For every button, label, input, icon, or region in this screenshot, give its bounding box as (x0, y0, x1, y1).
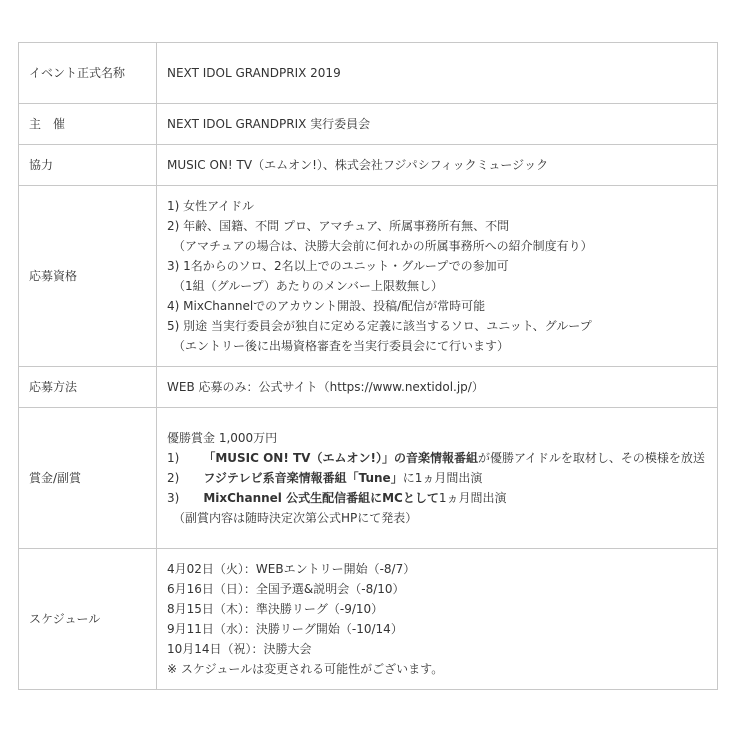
row-label-official-name: イベント正式名称 (19, 43, 157, 104)
table-row-cooperation (19, 145, 718, 186)
eligibility-line: （アマチュアの場合は、決勝大会前に何れかの所属事務所への紹介制度有り） (173, 239, 593, 253)
row-label-cooperation: 協力 (19, 145, 157, 186)
event-info-table (18, 42, 718, 690)
prize-item-number: 3) (167, 491, 180, 505)
row-label-eligibility: 応募資格 (19, 186, 157, 367)
schedule-line: 6月16日（日）：全国予選&説明会（-8/10） (167, 582, 405, 596)
prize-item-3 (167, 488, 707, 508)
row-label-schedule: スケジュール (19, 549, 157, 690)
prize-item-bold: フジテレビ系音楽情報番組「Tune」 (203, 471, 403, 485)
prize-item-bold: 「MUSIC ON! TV（エムオン!）」の音楽情報番組 (203, 451, 478, 465)
schedule-line: 9月11日（水）：決勝リーグ開始（-10/14） (167, 622, 403, 636)
eligibility-line: 4) MixChannelでのアカウント開設、投稿/配信が常時可能 (167, 299, 486, 313)
table-row-official-name (19, 43, 718, 104)
prize-item-rest: 1ヵ月間出演 (438, 491, 507, 505)
prize-item-2 (167, 468, 707, 488)
eligibility-line: 1) 女性アイドル (167, 199, 255, 213)
row-value-eligibility (157, 186, 718, 367)
table-row-organizer (19, 104, 718, 145)
prize-item-rest: が優勝アイドルを取材し、その模様を放送 (477, 451, 705, 465)
prize-item-number: 2) (167, 471, 180, 485)
prize-note: （副賞内容は随時決定次第公式HPにて発表） (173, 511, 418, 525)
eligibility-line: （1組（グループ）あたりのメンバー上限数無し） (173, 279, 443, 293)
prize-item-1 (167, 448, 707, 468)
prize-item-bold: MixChannel 公式生配信番組にMCとして (203, 491, 439, 505)
table-row-prizes (19, 408, 718, 549)
row-label-organizer: 主 催 (19, 104, 157, 145)
table-row-schedule (19, 549, 718, 690)
eligibility-line: （エントリー後に出場資格審査を当実行委員会にて行います） (173, 339, 510, 353)
table-row-application (19, 367, 718, 408)
eligibility-line: 5) 別途 当実行委員会が独自に定める定義に該当するソロ、ユニット、グループ (167, 319, 592, 333)
row-value-organizer: NEXT IDOL GRANDPRIX 実行委員会 (157, 104, 718, 145)
row-value-cooperation: MUSIC ON! TV（エムオン!）、株式会社フジパシフィックミュージック (157, 145, 718, 186)
row-value-official-name: NEXT IDOL GRANDPRIX 2019 (157, 43, 718, 104)
eligibility-line: 2) 年齢、国籍、不問 プロ、アマチュア、所属事務所有無、不問 (167, 219, 510, 233)
row-value-prizes (157, 408, 718, 549)
row-value-schedule (157, 549, 718, 690)
table-row-eligibility (19, 186, 718, 367)
row-label-application: 応募方法 (19, 367, 157, 408)
schedule-line: 4月02日（火）：WEBエントリー開始（-8/7） (167, 562, 416, 576)
prize-amount: 優勝賞金 1,000万円 (167, 431, 278, 445)
schedule-note: ※ スケジュールは変更される可能性がございます。 (167, 662, 444, 676)
schedule-line: 10月14日（祝）：決勝大会 (167, 642, 312, 656)
row-label-prizes: 賞金/副賞 (19, 408, 157, 549)
prize-item-rest: に1ヵ月間出演 (402, 471, 483, 485)
eligibility-line: 3) 1名からのソロ、2名以上でのユニット・グループでの参加可 (167, 259, 509, 273)
row-value-application: WEB 応募のみ：公式サイト（https://www.nextidol.jp/） (157, 367, 718, 408)
prize-item-number: 1) (167, 451, 180, 465)
schedule-line: 8月15日（木）：準決勝リーグ（-9/10） (167, 602, 384, 616)
